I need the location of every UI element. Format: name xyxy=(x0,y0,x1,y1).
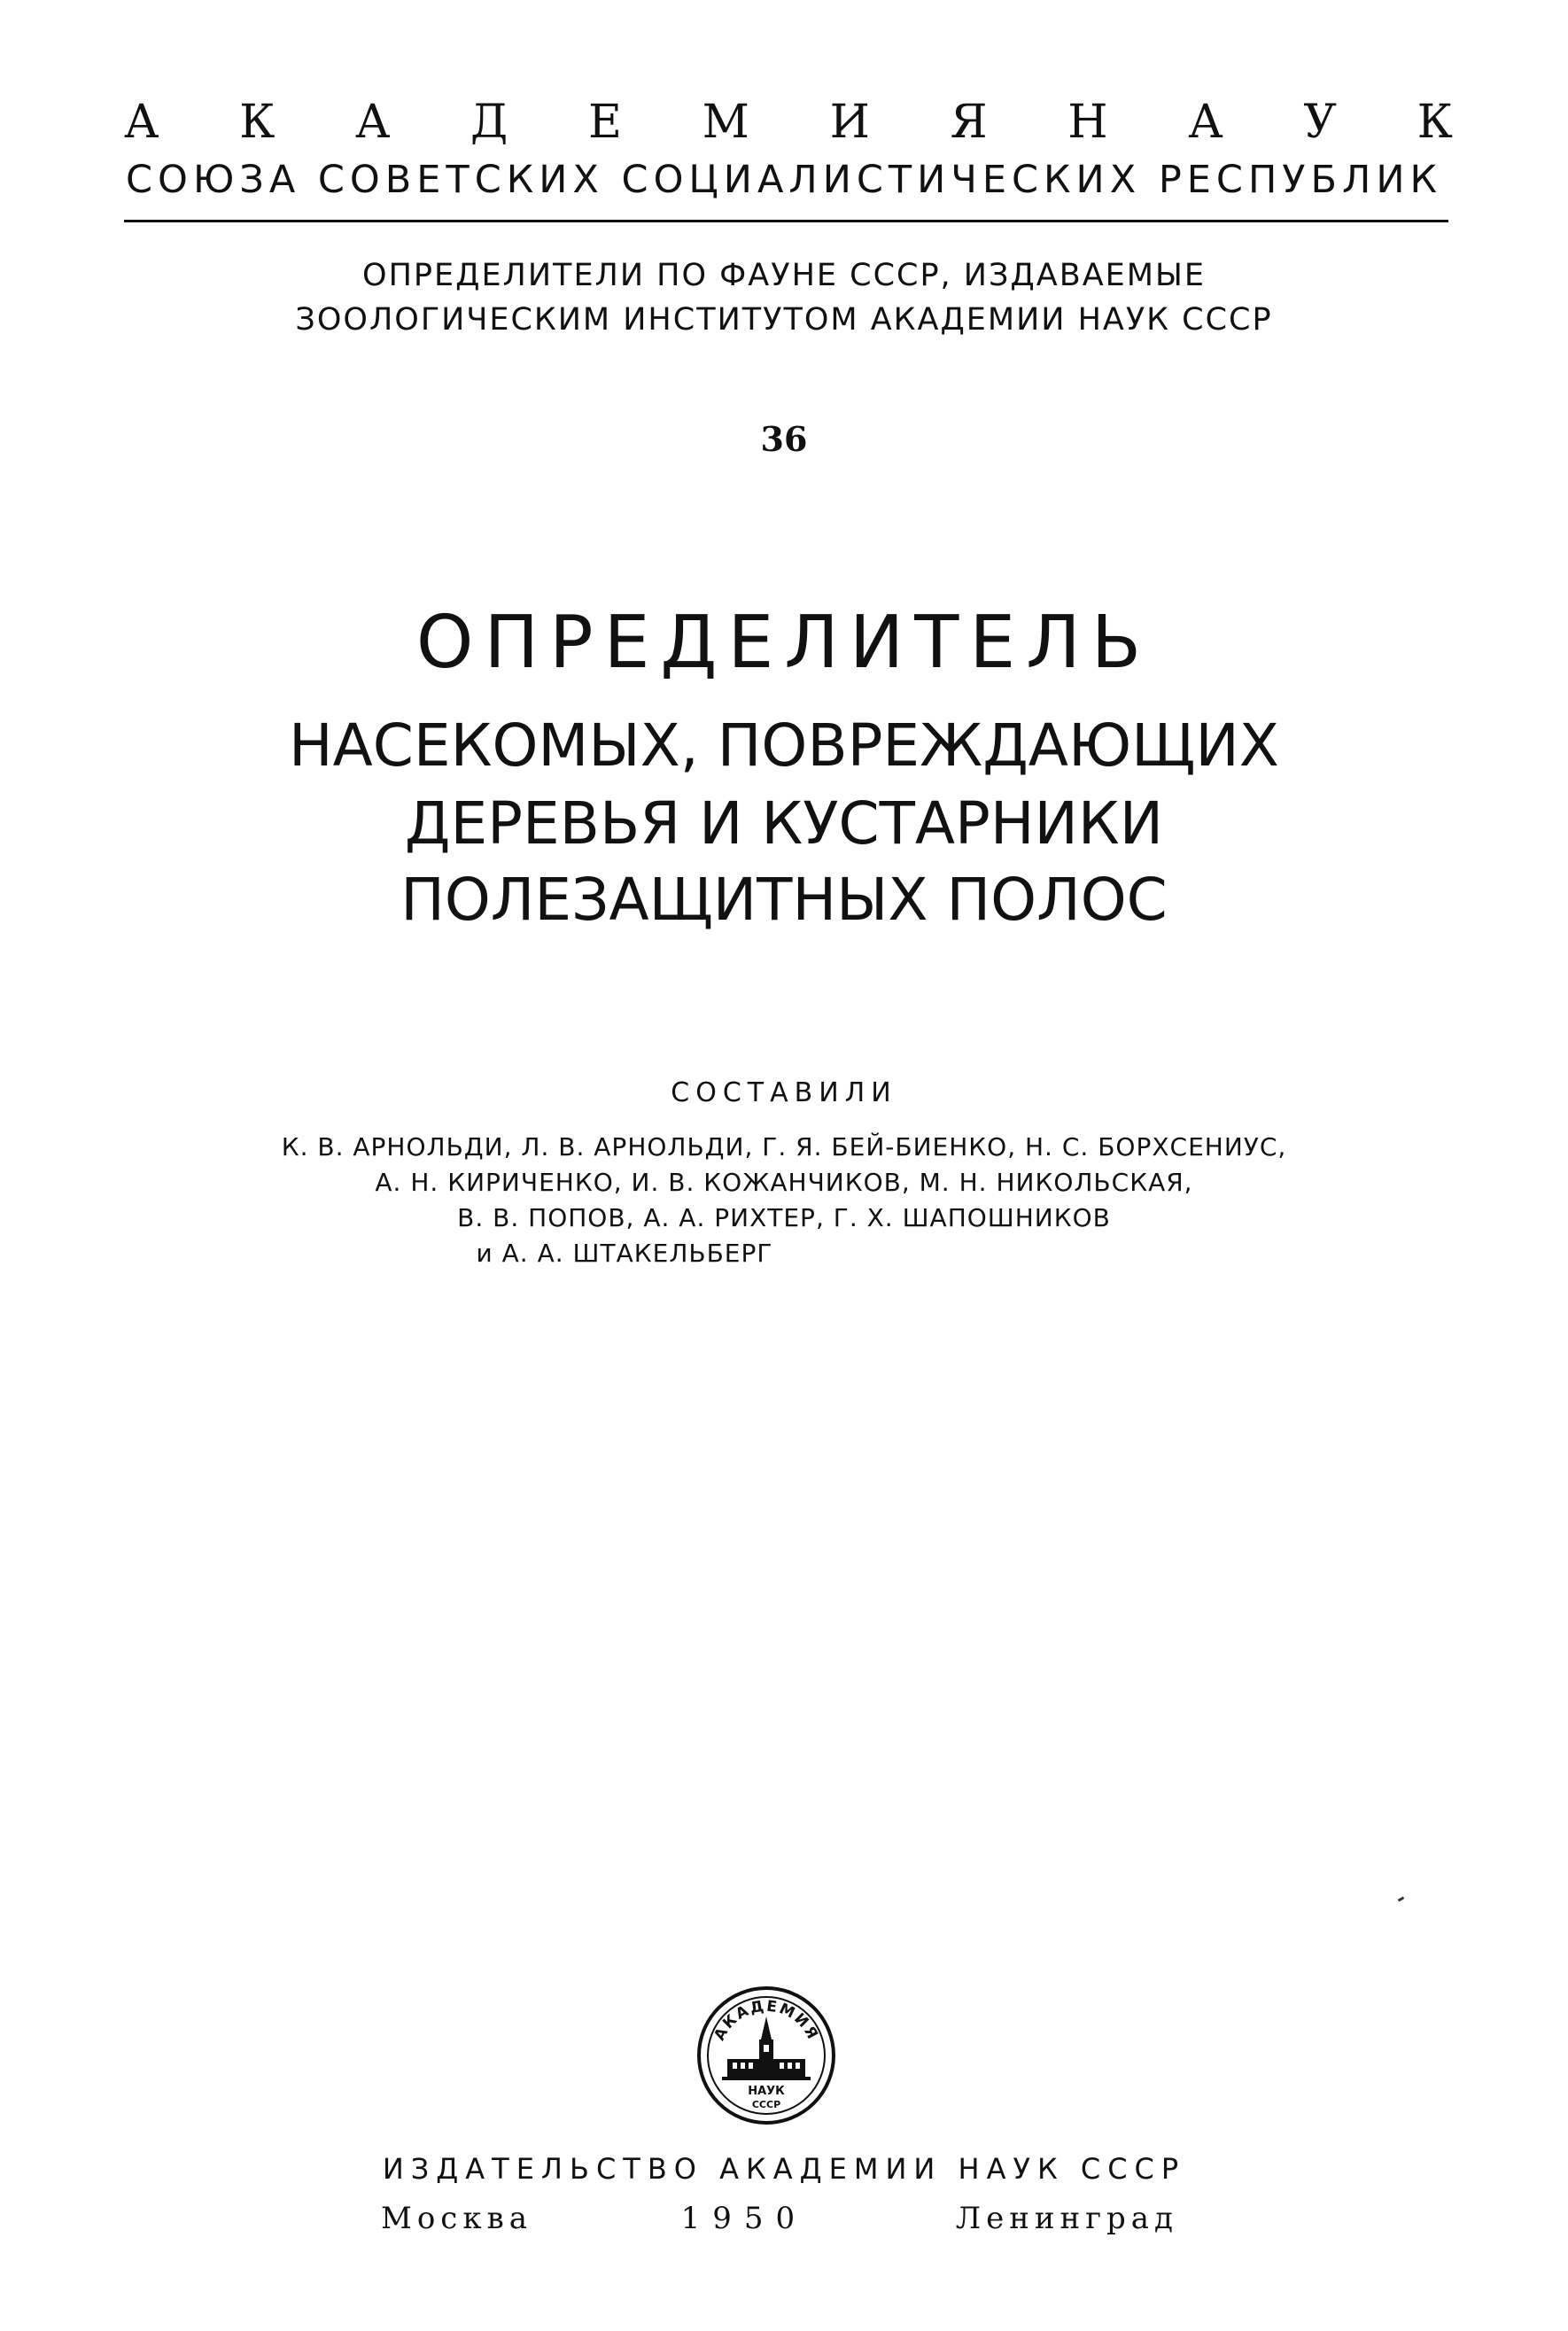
seal-top-text: АКАДЕМИЯ xyxy=(710,1997,822,2044)
imprint-city-moscow: Москва xyxy=(381,2201,532,2236)
academy-letter: Я xyxy=(950,96,988,149)
academy-seal-emblem xyxy=(695,1985,837,2126)
seal-icon xyxy=(695,1985,837,2126)
academy-letter: К xyxy=(239,96,276,149)
book-subtitle-line-3: ПОЛЕЗАЩИТНЫХ ПОЛОС xyxy=(400,866,1168,934)
academy-letter: Е xyxy=(588,96,622,149)
academy-letter: Д xyxy=(470,96,508,149)
series-line-2: ЗООЛОГИЧЕСКИМ ИНСТИТУТОМ АКАДЕМИИ НАУК СССР xyxy=(295,302,1273,338)
book-title: ОПРЕДЕЛИТЕЛЬ xyxy=(415,601,1153,685)
academy-header xyxy=(124,96,1453,149)
imprint-city-leningrad: Ленинград xyxy=(955,2201,1178,2236)
academy-letter: А xyxy=(124,96,159,149)
book-subtitle-line-1: НАСЕКОМЫХ, ПОВРЕЖДАЮЩИХ xyxy=(289,711,1279,780)
academy-letter: Н xyxy=(1067,96,1108,149)
authors-line-2: А. Н. КИРИЧЕНКО, И. В. КОЖАНЧИКОВ, М. Н. НИКОЛЬСКАЯ, xyxy=(375,1168,1193,1197)
academy-letter: И xyxy=(829,96,870,149)
authors-line-3: В. В. ПОПОВ, А. А. РИХТЕР, Г. Х. ШАПОШНИКОВ xyxy=(457,1203,1111,1232)
academy-letter: М xyxy=(702,96,749,149)
imprint-year: 1950 xyxy=(680,2201,808,2236)
academy-letter: А xyxy=(1188,96,1223,149)
union-heading: СОЮЗА СОВЕТСКИХ СОЦИАЛИСТИЧЕСКИХ РЕСПУБЛИК xyxy=(125,158,1443,202)
print-speck xyxy=(1398,1896,1405,1901)
academy-letter: К xyxy=(1417,96,1453,149)
compilers-label: СОСТАВИЛИ xyxy=(671,1077,897,1108)
seal-bottom-line-1: НАУК xyxy=(748,2085,785,2098)
academy-letter: У xyxy=(1303,96,1337,149)
header-rule xyxy=(124,220,1448,222)
series-line-1: ОПРЕДЕЛИТЕЛИ ПО ФАУНЕ СССР, ИЗДАВАЕМЫЕ xyxy=(362,258,1206,293)
seal-bottom-line-2: СССР xyxy=(751,2099,781,2110)
academy-letter: А xyxy=(354,96,391,149)
authors-line-4: и А. А. ШТАКЕЛЬБЕРГ xyxy=(476,1239,773,1268)
book-subtitle-line-2: ДЕРЕВЬЯ И КУСТАРНИКИ xyxy=(404,789,1164,858)
imprint-line xyxy=(381,2199,1178,2238)
volume-number: 36 xyxy=(760,419,808,459)
authors-line-1: К. В. АРНОЛЬДИ, Л. В. АРНОЛЬДИ, Г. Я. БЕЙ-БИЕНКО, Н. С. БОРХСЕНИУС, xyxy=(281,1132,1287,1162)
publisher-name: ИЗДАТЕЛЬСТВО АКАДЕМИИ НАУК СССР xyxy=(382,2152,1186,2186)
